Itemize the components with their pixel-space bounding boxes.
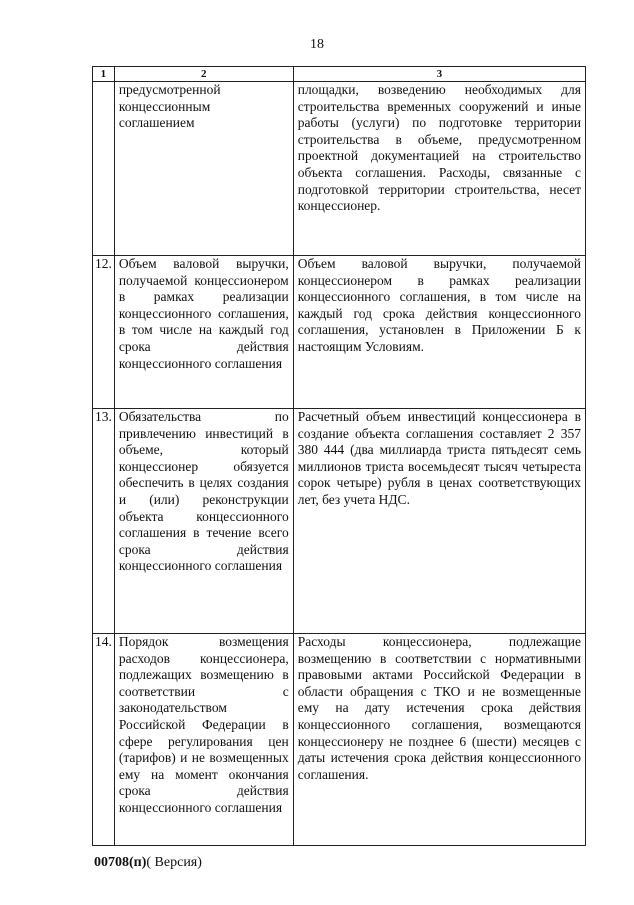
row-term: предусмотренной концессионным соглашением bbox=[114, 82, 293, 256]
row-number: 14. bbox=[93, 634, 115, 846]
row-value: Расчетный объем инвестиций концессионера в создание объекта соглашения составляет 2 357 380 444 (два миллиарда триста пятьдесят семь миллионов триста восемьдесят тысяч четыреста сорок четыре) рубля в ценах соответствующих лет, без учета НДС. bbox=[293, 409, 585, 634]
row-number: 12. bbox=[93, 256, 115, 409]
table-row bbox=[93, 409, 586, 634]
row-value: площадки, возведению необходимых для строительства временных сооружений и иные работы (услуги) по подготовке территории строительства в объеме, предусмотренном проектной документацией на строительство объекта соглашения. Расходы, связанные с подготовкой территории строительства, несет концессионер. bbox=[293, 82, 585, 256]
row-term: Объем валовой выручки, получаемой концессионером в рамках реализации концессионного соглашения, в том числе на каждый год срока действия концессионного соглашения bbox=[114, 256, 293, 409]
header-col-3: 3 bbox=[293, 67, 585, 82]
table-row bbox=[93, 82, 586, 256]
version-label: ( Версия) bbox=[146, 855, 202, 870]
table-header-row bbox=[93, 67, 586, 82]
row-term: Порядок возмещения расходов концессионера, подлежащих возмещению в соответствии с законодательством Российской Федерации в сфере регулирования цен (тарифов) и не возмещенных ему на момент окончания срока действия концессионного соглашения bbox=[114, 634, 293, 846]
row-number bbox=[93, 82, 115, 256]
document-footer bbox=[94, 855, 202, 871]
header-col-1: 1 bbox=[93, 67, 115, 82]
document-code: 00708(п) bbox=[94, 855, 147, 870]
table-row bbox=[93, 256, 586, 409]
conditions-table bbox=[92, 66, 586, 846]
row-term: Обязательства по привлечению инвестиций в объеме, который концессионер обязуется обеспечить в целях создания и (или) реконструкции объекта концессионного соглашения в течение всего срока действия концессионного соглашения bbox=[114, 409, 293, 634]
row-value: Расходы концессионера, подлежащие возмещению в соответствии с нормативными правовыми актами Российской Федерации в области обращения с ТКО и не возмещенные ему на дату истечения срока действия концессионного соглашения, возмещаются концессионеру не позднее 6 (шести) месяцев с даты истечения срока действия концессионного соглашения. bbox=[293, 634, 585, 846]
row-value: Объем валовой выручки, получаемой концессионером в рамках реализации концессионного соглашения, в том числе на каждый год срока действия концессионного соглашения, установлен в Приложении Б к настоящим Условиям. bbox=[293, 256, 585, 409]
header-col-2: 2 bbox=[114, 67, 293, 82]
page-number: 18 bbox=[310, 37, 324, 52]
table-row bbox=[93, 634, 586, 846]
row-number: 13. bbox=[93, 409, 115, 634]
